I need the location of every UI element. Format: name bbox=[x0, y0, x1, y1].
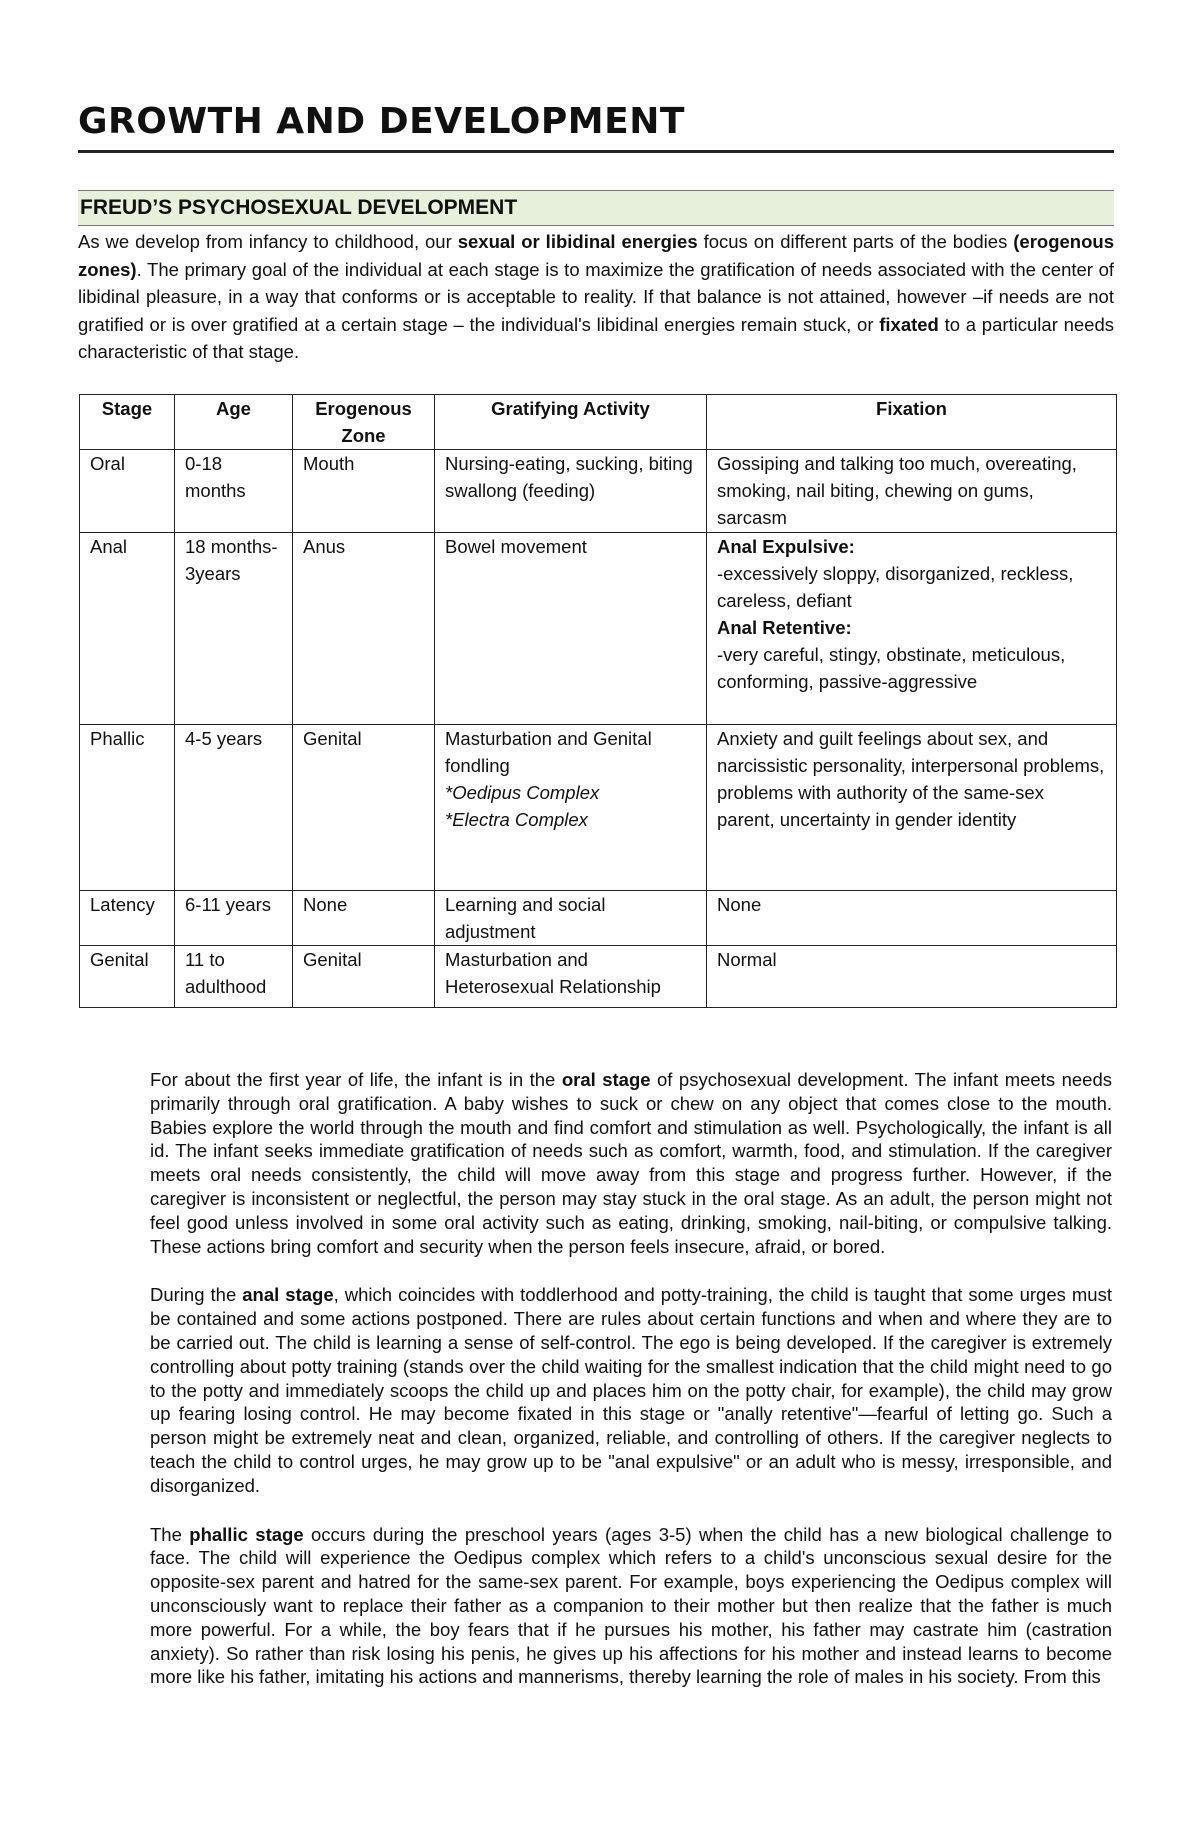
cell-stage: Phallic bbox=[80, 725, 175, 891]
cell-zone: Genital bbox=[293, 946, 435, 1008]
anal-expulsive-label: Anal Expulsive: bbox=[717, 536, 855, 557]
anal-retentive-label: Anal Retentive: bbox=[717, 617, 852, 638]
table-row-genital bbox=[80, 946, 1117, 1008]
header-erogenous-zone: Erogenous Zone bbox=[293, 395, 435, 450]
cell-age: 11 to adulthood bbox=[175, 946, 293, 1008]
cell-age: 18 months-3years bbox=[175, 533, 293, 725]
cell-zone: None bbox=[293, 891, 435, 946]
cell-fixation: Gossiping and talking too much, overeating, smoking, nail biting, chewing on gums, sarcasm bbox=[707, 450, 1117, 533]
electra-complex-note: *Electra Complex bbox=[445, 809, 588, 830]
table-row-phallic bbox=[80, 725, 1117, 891]
table-header-row bbox=[80, 395, 1117, 450]
stage-descriptions bbox=[150, 1068, 1112, 1714]
header-age: Age bbox=[175, 395, 293, 450]
cell-fixation: Normal bbox=[707, 946, 1117, 1008]
cell-age: 4-5 years bbox=[175, 725, 293, 891]
oral-stage-paragraph: For about the first year of life, the infant is in the oral stage of psychosexual development. The infant meets needs primarily through oral gratification. A baby wishes to suck or chew on any object that comes close to the mouth. Babies explore the world through the mouth and find comfort and stimulation as well. Psychologically, the infant is all id. The infant seeks immediate gratification of needs such as comfort, warmth, food, and stimulation. If the caregiver meets oral needs consistently, the child will move away from this stage and progress further. However, if the caregiver is inconsistent or neglectful, the person may stay stuck in the oral stage. As an adult, the person might not feel good unless involved in some oral activity such as eating, drinking, smoking, nail-biting, or compulsive talking. These actions bring comfort and security when the person feels insecure, afraid, or bored. bbox=[150, 1069, 1112, 1257]
cell-age: 6-11 years bbox=[175, 891, 293, 946]
phallic-stage-paragraph: The phallic stage occurs during the preschool years (ages 3-5) when the child has a new biological challenge to face. The child will experience the Oedipus complex which refers to a child's unconscious sexual desire for the opposite-sex parent and hatred for the same-sex parent. For example, boys experiencing the Oedipus complex will unconsciously want to replace their father as a companion to their mother but then realize that the father is much more powerful. For a while, the boy fears that if he pursues his mother, his father may castrate him (castration anxiety). So rather than risk losing his penis, he gives up his affections for his mother and instead learns to become more like his father, imitating his actions and mannerisms, thereby learning the role of males in his society. From this bbox=[150, 1523, 1112, 1688]
table-row-latency bbox=[80, 891, 1117, 946]
cell-stage: Oral bbox=[80, 450, 175, 533]
cell-activity: Learning and social adjustment bbox=[435, 891, 707, 946]
page-title: GROWTH AND DEVELOPMENT bbox=[78, 98, 1114, 153]
cell-age: 0-18 months bbox=[175, 450, 293, 533]
cell-activity bbox=[435, 725, 707, 891]
header-stage: Stage bbox=[80, 395, 175, 450]
cell-activity: Masturbation and Heterosexual Relationship bbox=[435, 946, 707, 1008]
cell-zone: Mouth bbox=[293, 450, 435, 533]
cell-activity: Bowel movement bbox=[435, 533, 707, 725]
anal-retentive-traits: -very careful, stingy, obstinate, meticulous, conforming, passive-aggressive bbox=[717, 644, 1066, 692]
section-heading: FREUD’S PSYCHOSEXUAL DEVELOPMENT bbox=[78, 190, 1114, 226]
table-row-oral bbox=[80, 450, 1117, 533]
cell-stage: Anal bbox=[80, 533, 175, 725]
table-row-anal bbox=[80, 533, 1117, 725]
cell-activity: Nursing-eating, sucking, biting swallong (feeding) bbox=[435, 450, 707, 533]
header-fixation: Fixation bbox=[707, 395, 1117, 450]
oedipus-complex-note: *Oedipus Complex bbox=[445, 782, 600, 803]
phallic-activity: Masturbation and Genital fondling bbox=[445, 728, 652, 776]
cell-stage: Latency bbox=[80, 891, 175, 946]
cell-zone: Genital bbox=[293, 725, 435, 891]
cell-zone: Anus bbox=[293, 533, 435, 725]
intro-paragraph: As we develop from infancy to childhood, our sexual or libidinal energies focus on different parts of the bodies (erogenous zones). The primary goal of the individual at each stage is to maximize the gratification of needs associated with the center of libidinal pleasure, in a way that conforms or is acceptable to reality. If that balance is not attained, however –if needs are not gratified or is over gratified at a certain stage – the individual's libidinal energies remain stuck, or fixated to a particular needs characteristic of that stage. bbox=[78, 231, 1114, 362]
anal-stage-paragraph: During the anal stage, which coincides with toddlerhood and potty-training, the child is taught that some urges must be contained and some actions postponed. There are rules about certain functions and when and where they are to be carried out. The child is learning a sense of self-control. The ego is being developed. If the caregiver is extremely controlling about potty training (stands over the child waiting for the smallest indication that the child might need to go to the potty and immediately scoops the child up and places him on the potty chair, for example), the child may grow up fearing losing control. He may become fixated in this stage or "anally retentive"—fearful of letting go. Such a person might be extremely neat and clean, organized, reliable, and controlling of others. If the caregiver neglects to teach the child to control urges, he may grow up to be "anal expulsive" or an adult who is messy, irresponsible, and disorganized. bbox=[150, 1284, 1112, 1496]
header-gratifying-activity: Gratifying Activity bbox=[435, 395, 707, 450]
cell-fixation: None bbox=[707, 891, 1117, 946]
anal-expulsive-traits: -excessively sloppy, disorganized, reckless, careless, defiant bbox=[717, 563, 1074, 611]
cell-fixation: Anxiety and guilt feelings about sex, and narcissistic personality, interpersonal problems, problems with authority of the same-sex parent, uncertainty in gender identity bbox=[707, 725, 1117, 891]
psychosexual-stages-table bbox=[79, 394, 1117, 1008]
cell-stage: Genital bbox=[80, 946, 175, 1008]
cell-fixation bbox=[707, 533, 1117, 725]
